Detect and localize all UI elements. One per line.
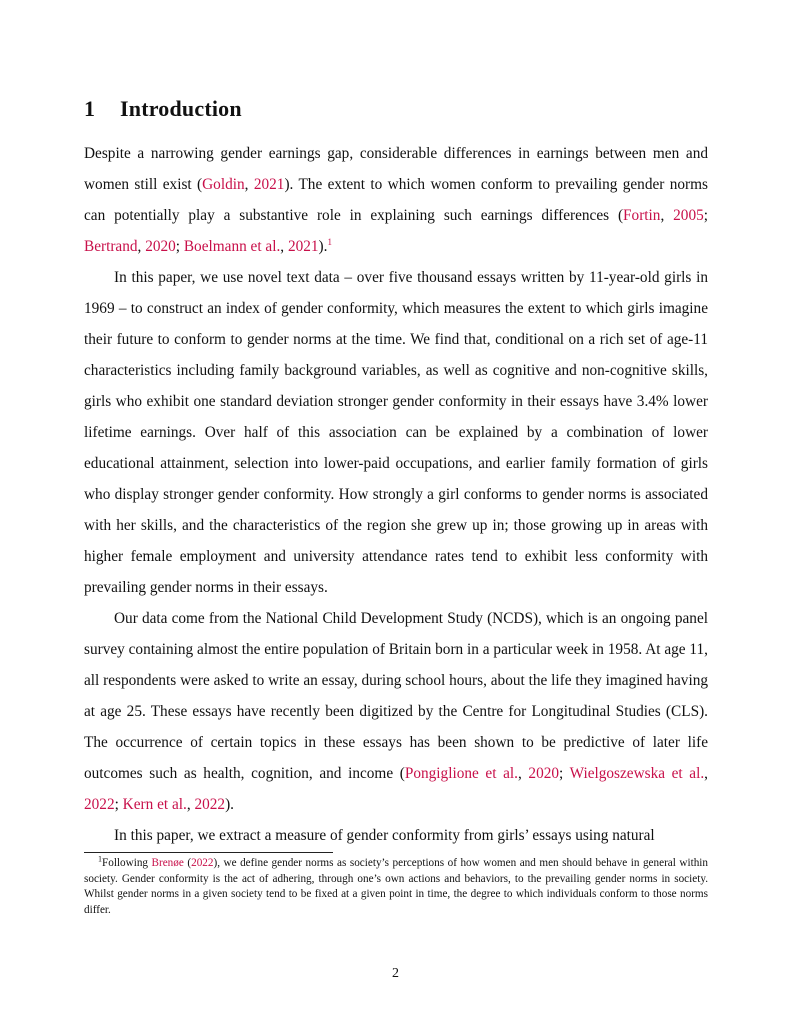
citation-separator: ,: [280, 238, 288, 255]
citation-link[interactable]: Bertrand: [84, 238, 138, 255]
footnote: [84, 856, 708, 918]
citation-year-link[interactable]: 2021: [287, 238, 319, 255]
body-text: [84, 138, 708, 851]
section-number: 1: [84, 96, 96, 121]
citation-separator: (: [183, 857, 192, 869]
paragraph-text: Our data come from the National Child Development Study (NCDS), which is an ongoing panel survey containing almost the entire population of Britain born in a particular week in 1958. At age 11, all respondents were asked to write an essay, during school hours, about the life they imagined having at age 25. These essays have recently been digitized by the Centre for Longitudinal Studies (CLS). The occurrence of certain topics in these essays has been shown to be predictive of later life outcomes such as health, cognition, and income (: [84, 610, 708, 782]
citation-year-link[interactable]: 2022: [84, 796, 115, 813]
paragraph-1: [84, 138, 708, 262]
citation-separator: ;: [114, 796, 123, 813]
paragraph-text: ). The extent to which women conform to prevailing gender norms can potentially play a substantive role in explaining such earnings differences (: [84, 176, 708, 224]
citation-separator: ,: [704, 765, 708, 782]
citation-separator: ,: [137, 238, 146, 255]
footnote-text: [84, 856, 708, 918]
citation-year-link[interactable]: 2020: [145, 238, 176, 255]
footnote-segment: ), we define gender norms as society’s perceptions of how women and men should behave in general within society. Gender conformity is the act of adhering, through one’s own actions and behaviors, to the prevailing gender norms in society. Whilst gender norms in a given society tend to be fixed at a given point in time, the degree to which individuals conform to those norms differ.: [84, 857, 708, 916]
citation-separator: ;: [175, 238, 184, 255]
citation-year-link[interactable]: 2021: [253, 176, 285, 193]
footnote-divider: [84, 852, 333, 853]
footnote-marker[interactable]: 1: [327, 236, 332, 247]
citation-separator: ,: [186, 796, 195, 813]
citation-year-link[interactable]: 2005: [673, 207, 704, 224]
paragraph-text: Despite a narrowing gender earnings gap, considerable differences in earnings between men and women still exist (: [84, 145, 708, 193]
citation-link[interactable]: Brenøe: [151, 857, 184, 869]
citation-link[interactable]: Fortin: [623, 207, 661, 224]
paragraph-text: ).: [318, 238, 328, 255]
citation-link[interactable]: Kern et al.: [122, 796, 187, 813]
section-title: Introduction: [120, 96, 242, 121]
section-heading: [84, 96, 242, 122]
citation-separator: ,: [244, 176, 254, 193]
citation-link[interactable]: Wielgoszewska et al.: [569, 765, 705, 782]
citation-separator: ;: [703, 207, 708, 224]
paragraph-3: [84, 603, 708, 820]
paragraph-text: ).: [225, 796, 234, 813]
paragraph-2: In this paper, we use novel text data – over five thousand essays written by 11-year-old girls in 1969 – to construct an index of gender conformity, which measures the extent to which girls imagine their future to conform to gender norms at the time. We find that, conditional on a rich set of age-11 characteristics including family background variables, as well as cognitive and non-cognitive skills, girls who exhibit one standard deviation stronger gender conformity in their essays have 3.4% lower lifetime earnings. Over half of this association can be explained by a combination of lower educational attainment, selection into lower-paid occupations, and earlier family formation of girls who display stronger gender conformity. How strongly a girl conforms to gender norms is associated with her skills, and the characteristics of the region she grew up in; those growing up in areas with higher female employment and university attendance rates tend to exhibit less conformity with prevailing gender norms in their essays.: [84, 269, 708, 596]
citation-year-link[interactable]: 2022: [194, 796, 226, 813]
citation-link[interactable]: Goldin: [202, 176, 245, 193]
citation-link[interactable]: Pongiglione et al.: [404, 765, 518, 782]
footnote-number: 1: [98, 854, 102, 864]
page-number: 2: [392, 966, 399, 981]
citation-separator: ,: [660, 207, 674, 224]
citation-link[interactable]: Boelmann et al.: [183, 238, 281, 255]
citation-year-link[interactable]: 2022: [191, 857, 214, 869]
footnote-segment: Following: [102, 857, 152, 869]
paragraph-4: In this paper, we extract a measure of gender conformity from girls’ essays using natural: [114, 827, 655, 844]
citation-year-link[interactable]: 2020: [528, 765, 560, 782]
citation-separator: ;: [559, 765, 570, 782]
citation-separator: ,: [517, 765, 529, 782]
